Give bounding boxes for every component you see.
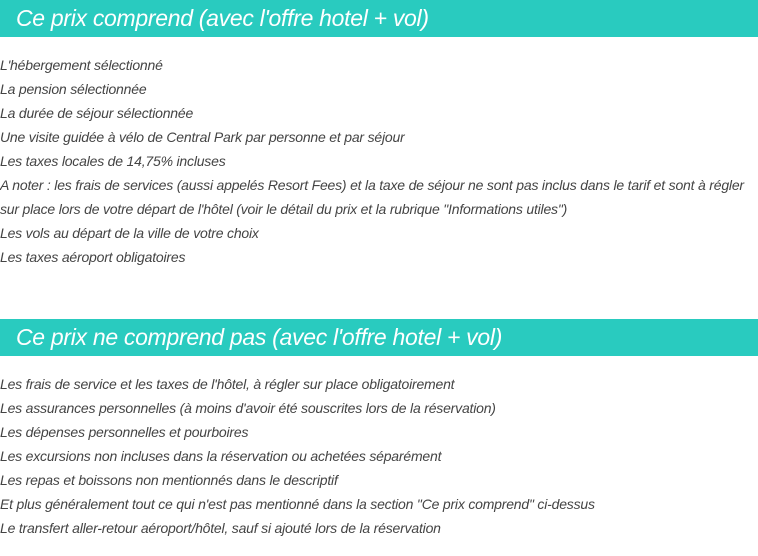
list-item: Les frais de service et les taxes de l'hôtel, à régler sur place obligatoirement <box>0 376 455 392</box>
list-item: Les repas et boissons non mentionnés dans le descriptif <box>0 472 338 488</box>
list-item: sur place lors de votre départ de l'hôtel (voir le détail du prix et la rubrique "Informations utiles") <box>0 201 568 217</box>
list-item: Le transfert aller-retour aéroport/hôtel, sauf si ajouté lors de la réservation <box>0 520 441 536</box>
list-item: A noter : les frais de services (aussi appelés Resort Fees) et la taxe de séjour ne sont pas inclus dans le tarif et sont à régler <box>0 177 744 193</box>
list-item: Les dépenses personnelles et pourboires <box>0 424 249 440</box>
list-item: Les taxes aéroport obligatoires <box>0 249 186 265</box>
list-item: Les taxes locales de 14,75% incluses <box>0 153 226 169</box>
list-item: Une visite guidée à vélo de Central Park par personne et par séjour <box>0 129 405 145</box>
excluded-list <box>0 372 758 540</box>
excluded-section-title: Ce prix ne comprend pas (avec l'offre hotel + vol) <box>0 319 758 356</box>
list-item: Les vols au départ de la ville de votre choix <box>0 225 259 241</box>
list-item: La durée de séjour sélectionnée <box>0 105 194 121</box>
list-item: La pension sélectionnée <box>0 81 147 97</box>
list-item: Les assurances personnelles (à moins d'avoir été souscrites lors de la réservation) <box>0 400 496 416</box>
list-item: Et plus généralement tout ce qui n'est pas mentionné dans la section "Ce prix comprend" ci-dessus <box>0 496 595 512</box>
included-section-title: Ce prix comprend (avec l'offre hotel + vol) <box>0 0 758 37</box>
list-item: L'hébergement sélectionné <box>0 57 163 73</box>
included-list <box>0 53 758 269</box>
list-item: Les excursions non incluses dans la réservation ou achetées séparément <box>0 448 442 464</box>
